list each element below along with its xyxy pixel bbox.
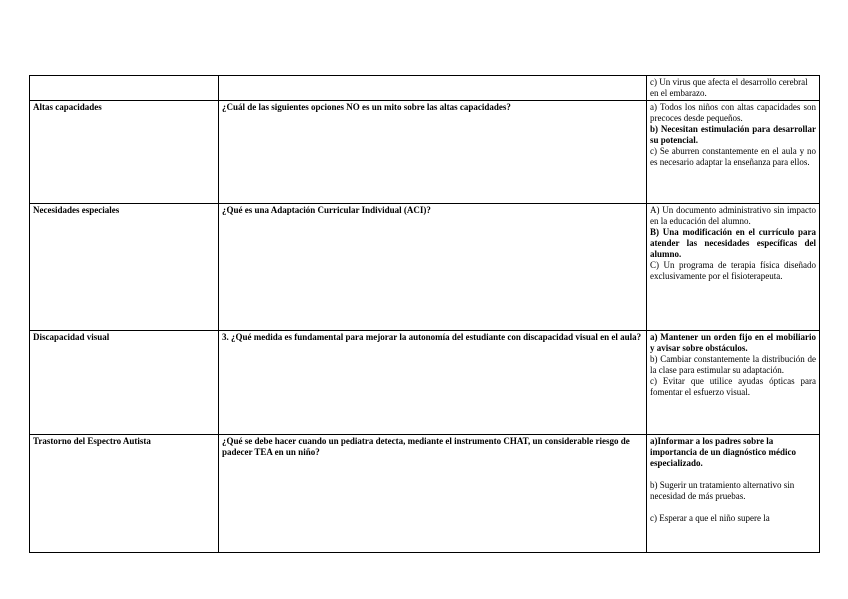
answers-cell: [647, 204, 820, 331]
topic-cell: Discapacidad visual: [30, 331, 219, 435]
answers-cell: [647, 435, 820, 553]
table-row: [30, 331, 820, 435]
answers-cell: [647, 76, 820, 101]
answer-option-correct: B) Una modificación en el currículo para atender las necesidades específicas del alumno.: [650, 227, 816, 259]
answer-option: c) Esperar a que el niño supere la: [650, 513, 770, 523]
spacer: [650, 502, 816, 513]
quiz-table: [29, 75, 820, 553]
answer-option: A) Un documento administrativo sin impacto en la educación del alumno.: [650, 205, 816, 226]
topic-cell: [30, 76, 219, 101]
topic-cell: Necesidades especiales: [30, 204, 219, 331]
answer-option-correct: a) Mantener un orden fijo en el mobiliario y avisar sobre obstáculos.: [650, 332, 816, 353]
answer-option: c) Evitar que utilice ayudas ópticas para fomentar el esfuerzo visual.: [650, 376, 816, 397]
table-row: [30, 435, 820, 553]
answer-option: c) Un virus que afecta el desarrollo cerebral en el embarazo.: [650, 77, 808, 98]
answer-option: b) Sugerir un tratamiento alternativo sin necesidad de más pruebas.: [650, 480, 795, 501]
question-cell: ¿Qué se debe hacer cuando un pediatra detecta, mediante el instrumento CHAT, un considerable riesgo de padecer TEA en un niño?: [219, 435, 647, 553]
spacer: [650, 469, 816, 480]
answer-option-correct: b) Necesitan estimulación para desarrollar su potencial.: [650, 124, 816, 145]
table-row: [30, 76, 820, 101]
question-cell: 3. ¿Qué medida es fundamental para mejorar la autonomía del estudiante con discapacidad visual en el aula?: [219, 331, 647, 435]
topic-cell: Altas capacidades: [30, 101, 219, 204]
topic-cell: Trastorno del Espectro Autista: [30, 435, 219, 553]
table-row: [30, 204, 820, 331]
answer-option: c) Se aburren constantemente en el aula y no es necesario adaptar la enseñanza para ellos.: [650, 146, 816, 167]
question-cell: ¿Cuál de las siguientes opciones NO es un mito sobre las altas capacidades?: [219, 101, 647, 204]
question-cell: ¿Qué es una Adaptación Curricular Individual (ACI)?: [219, 204, 647, 331]
answer-option: b) Cambiar constantemente la distribución de la clase para estimular su adaptación.: [650, 354, 816, 375]
answer-option-correct: a)Informar a los padres sobre la importancia de un diagnóstico médico especializado.: [650, 436, 797, 468]
answers-cell: [647, 101, 820, 204]
answer-option: a) Todos los niños con altas capacidades son precoces desde pequeños.: [650, 102, 816, 123]
answers-cell: [647, 331, 820, 435]
question-cell: [219, 76, 647, 101]
answer-option: C) Un programa de terapia física diseñado exclusivamente por el fisioterapeuta.: [650, 260, 816, 281]
table-row: [30, 101, 820, 204]
